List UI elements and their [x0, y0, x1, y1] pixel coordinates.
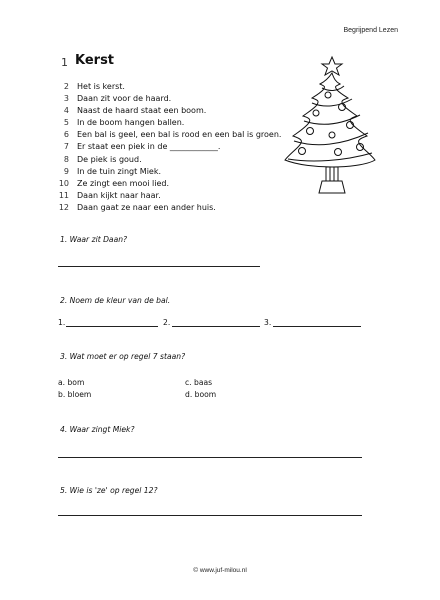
option-c[interactable]: c. baas: [185, 378, 213, 387]
option-d[interactable]: d. boom: [185, 390, 217, 399]
page-title: Kerst: [75, 53, 115, 68]
text-line: 6 Een bal is geel, een bal is rood en een bal is groen.: [63, 130, 282, 140]
question-2: 2. Noem de kleur van de bal.: [60, 296, 171, 305]
answer-line-4[interactable]: [58, 457, 362, 458]
footer-copyright: © www.juf-milou.nl: [193, 567, 247, 574]
question-1: 1. Waar zit Daan?: [60, 235, 128, 244]
option-a[interactable]: a. bom: [58, 378, 85, 387]
answer-slot-label: 3.: [264, 318, 272, 327]
question-5: 5. Wie is 'ze' op regel 12?: [60, 486, 158, 495]
option-b[interactable]: b. bloem: [58, 390, 92, 399]
header-label: Begrijpend Lezen: [343, 27, 398, 34]
reading-text: [57, 81, 297, 214]
question-3: 3. Wat moet er op regel 7 staan?: [60, 352, 186, 361]
text-line: 2 Het is kerst.: [63, 82, 125, 91]
title-line-number: 1: [61, 56, 68, 69]
answer-line-2b[interactable]: [172, 326, 260, 327]
text-line: 8 De piek is goud.: [63, 154, 142, 164]
text-line: 5 In de boom hangen ballen.: [63, 118, 185, 128]
text-line: 10 Ze zingt een mooi lied.: [58, 178, 169, 188]
text-line: 11 Daan kijkt naar haar.: [58, 190, 161, 200]
text-line: 3 Daan zit voor de haard.: [63, 94, 172, 104]
answer-line-2c[interactable]: [273, 326, 361, 327]
text-line: 12 Daan gaat ze naar een ander huis.: [58, 202, 216, 212]
christmas-tree-icon: [282, 55, 378, 203]
answer-line-1[interactable]: [58, 266, 260, 267]
answer-slot-label: 2.: [163, 318, 171, 327]
answer-line-2a[interactable]: [66, 326, 158, 327]
text-line: 9 In de tuin zingt Miek.: [63, 166, 162, 176]
text-line: 4 Naast de haard staat een boom.: [63, 106, 207, 116]
text-line: 7 Er staat een piek in de ____________.: [63, 142, 221, 152]
question-4: 4. Waar zingt Miek?: [60, 425, 135, 434]
answer-line-5[interactable]: [58, 515, 362, 516]
answer-slot-label: 1.: [58, 318, 66, 327]
